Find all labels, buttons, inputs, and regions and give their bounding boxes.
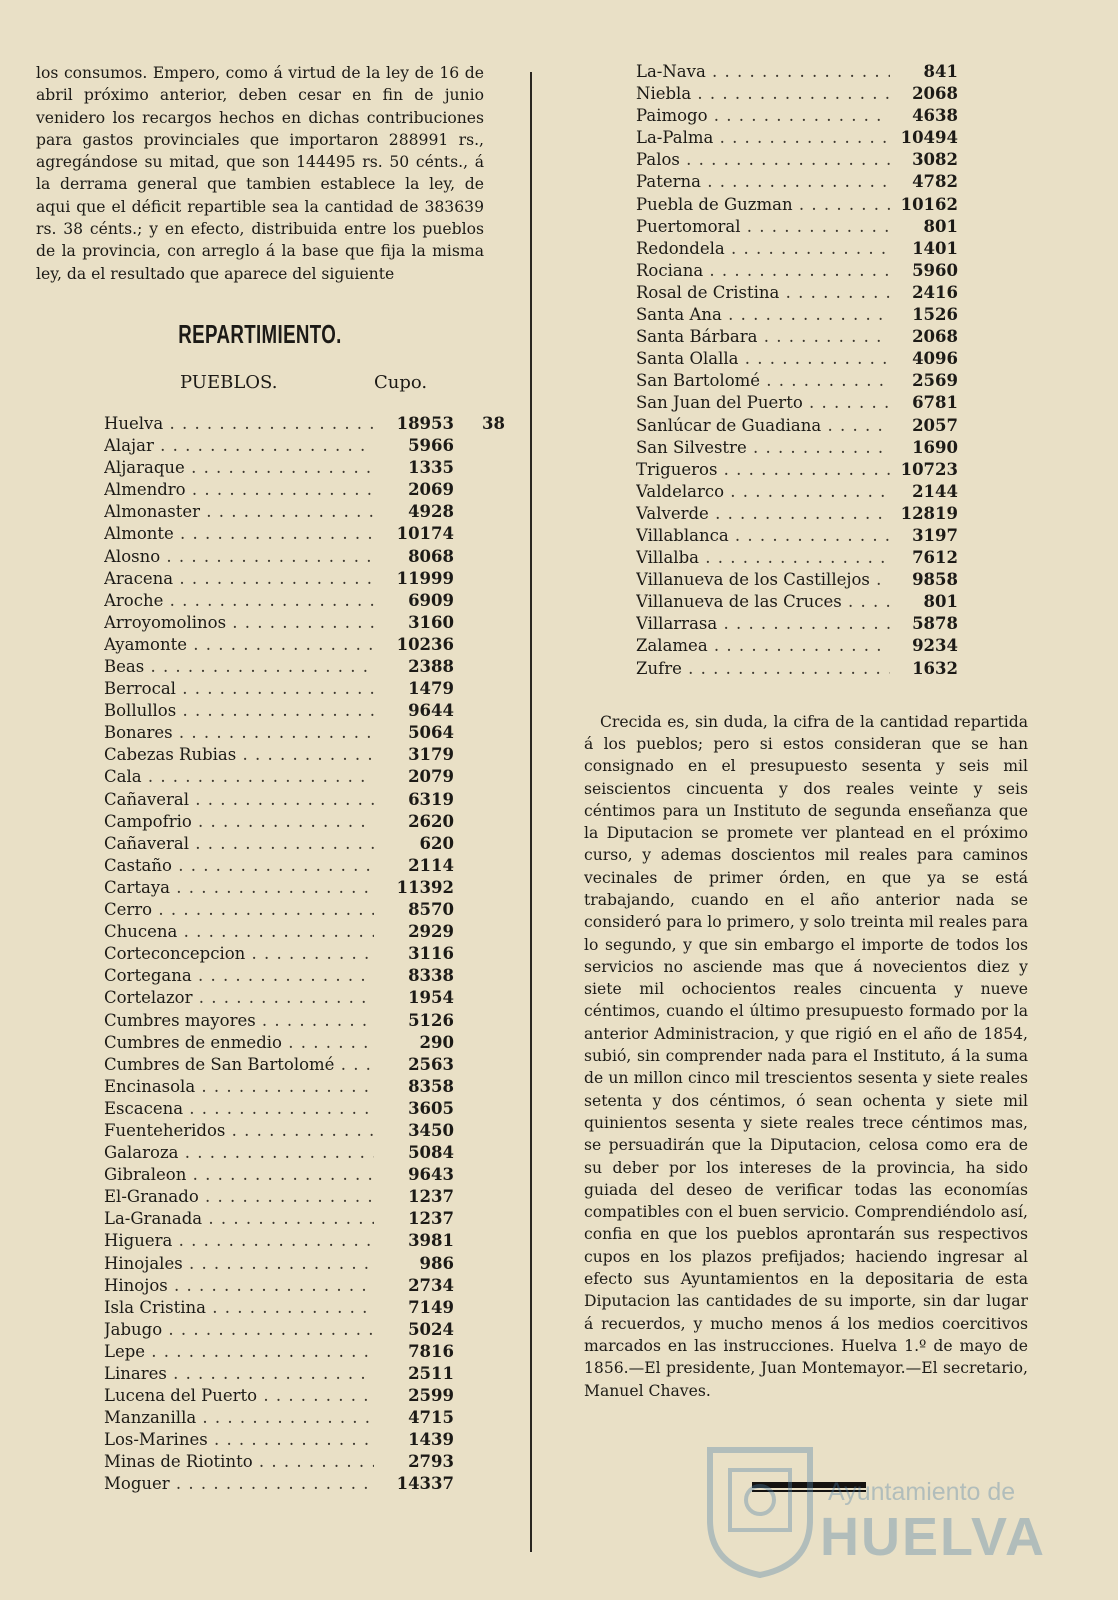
table-row (584, 195, 1028, 217)
town-name: Hinojos . . . (104, 1276, 374, 1295)
table-row (36, 745, 484, 767)
town-name: Zalamea . . . (636, 636, 890, 655)
cupo-value: 2929 (408, 922, 454, 942)
table-row (36, 701, 484, 723)
table-row (584, 371, 1028, 393)
cupo-value: 6909 (408, 590, 454, 610)
cupo-value: 10723 (900, 459, 958, 479)
cupo-value: 7612 (912, 548, 958, 568)
watermark-line1: Ayuntamiento de (828, 1478, 1016, 1506)
town-name: Berrocal . . . (104, 679, 374, 698)
table-row (584, 592, 1028, 614)
cupo-value: 3160 (408, 612, 454, 632)
town-name: Paimogo . . . (636, 106, 890, 125)
town-name: Redondela . . . (636, 239, 890, 258)
town-name: Almonte . . . (104, 524, 374, 543)
town-name: Corteconcepcion . . . (104, 944, 374, 963)
town-name: Trigueros . . . (636, 460, 890, 479)
cupo-value: 1690 (912, 437, 958, 457)
town-name: Cabezas Rubias . . . (104, 745, 374, 764)
cupo-value: 5126 (408, 1010, 454, 1030)
table-row (36, 547, 484, 569)
town-name: Puertomoral . . . (636, 217, 890, 236)
table-row (584, 526, 1028, 548)
cupo-value: 2068 (912, 327, 958, 347)
table-row (584, 62, 1028, 84)
town-name: Cala . . . (104, 767, 374, 786)
cupo-value: 5878 (912, 614, 958, 634)
cupo-value: 10174 (396, 524, 454, 544)
table-row (36, 635, 484, 657)
town-name: Manzanilla . . . (104, 1408, 374, 1427)
table-row (584, 438, 1028, 460)
cupo-value: 6319 (408, 789, 454, 809)
town-name: La-Palma . . . (636, 128, 890, 147)
table-row (36, 723, 484, 745)
table-row (584, 239, 1028, 261)
table-row (36, 458, 484, 480)
cupo-value: 18953 (396, 413, 454, 433)
town-name: Villanueva de las Cruces . . . (636, 592, 890, 611)
table-row (36, 502, 484, 524)
town-name: Rosal de Cristina . . . (636, 283, 890, 302)
town-name: Puebla de Guzman . . . (636, 195, 890, 214)
cupo-value: 8570 (408, 900, 454, 920)
cupo-value: 2569 (912, 371, 958, 391)
cupo-value: 9643 (408, 1165, 454, 1185)
town-name: San Juan del Puerto . . . (636, 393, 890, 412)
town-name: Cortelazor . . . (104, 988, 374, 1007)
table-row (584, 283, 1028, 305)
table-row (36, 767, 484, 789)
table-row (36, 1452, 484, 1474)
table-row (584, 261, 1028, 283)
town-name: Santa Bárbara . . . (636, 327, 890, 346)
cupo-value: 1632 (912, 658, 958, 678)
table-row (36, 413, 505, 436)
table-row (584, 393, 1028, 415)
cupo-value: 1335 (408, 458, 454, 478)
cupo-value: 801 (923, 216, 958, 236)
table-row (584, 614, 1028, 636)
towns-list-right (584, 62, 1028, 681)
watermark-line2: HUELVA (820, 1507, 1046, 1567)
cupo-value: 10162 (900, 194, 958, 214)
table-row (36, 878, 484, 900)
table-row (584, 172, 1028, 194)
intro-paragraph: los consumos. Empero, como á virtud de la ley de 16 de abril próximo anterior, deben cesar en fin de junio venidero los recargos hechos en dichas contribuciones para gastos provinciales que importaron 288991 rs., agregándose su mitad, que son 144495 rs. 50 cénts., á la derrama general que tambien establece la ley, de aqui que el déficit repartible sea la cantidad de 383639 rs. 38 cénts.; y en efecto, distribuida entre los pueblos de la provincia, con arreglo á la base que fija la misma ley, da el resultado que aparece del siguiente (36, 64, 484, 283)
town-name: Fuenteheridos . . . (104, 1121, 374, 1140)
town-name: Villanueva de los Castillejos . . . (636, 570, 890, 589)
cupo-value: 2734 (408, 1275, 454, 1295)
town-name: Santa Olalla . . . (636, 349, 890, 368)
cupo-value: 2563 (408, 1054, 454, 1074)
town-name: Jabugo . . . (104, 1320, 374, 1339)
town-name: Los-Marines . . . (104, 1430, 374, 1449)
town-name: Ayamonte . . . (104, 635, 374, 654)
table-row (584, 128, 1028, 150)
town-name: Valverde . . . (636, 504, 890, 523)
cupo-value: 8358 (408, 1076, 454, 1096)
cupo-value: 2388 (408, 657, 454, 676)
town-name: Linares . . . (104, 1364, 374, 1383)
town-name: Cortegana . . . (104, 966, 374, 985)
cupo-value: 4638 (912, 106, 958, 126)
table-row (584, 416, 1028, 438)
cupo-value: 4782 (912, 172, 958, 192)
table-row (36, 1386, 484, 1408)
cupo-value: 2079 (408, 767, 454, 787)
cupo-value: 10494 (900, 128, 958, 148)
cupo-value: 4096 (912, 349, 958, 369)
cupo-value: 3116 (408, 944, 454, 964)
cupo-value: 3197 (912, 525, 958, 545)
table-row (584, 349, 1028, 371)
table-row (36, 591, 484, 613)
town-name: Almendro . . . (104, 480, 374, 499)
town-name: Cartaya . . . (104, 878, 374, 897)
town-name: Isla Cristina . . . (104, 1298, 374, 1317)
table-row (36, 988, 484, 1010)
cupo-value: 2599 (408, 1386, 454, 1406)
town-name: Valdelarco . . . (636, 482, 890, 501)
cupo-value: 10236 (396, 634, 454, 654)
cupo-value: 8068 (408, 546, 454, 566)
cupo-value: 9858 (912, 570, 958, 590)
cupo-value: 2069 (408, 480, 454, 500)
table-row (36, 900, 484, 922)
table-row (584, 217, 1028, 239)
town-name: Aroche . . . (104, 591, 374, 610)
town-name: Campofrio . . . (104, 812, 374, 831)
cupo-value: 1526 (912, 305, 958, 325)
town-name: Higuera . . . (104, 1231, 374, 1250)
table-row (36, 834, 484, 856)
table-row (36, 480, 484, 502)
town-name: San Bartolomé . . . (636, 371, 890, 390)
town-name: Cerro . . . (104, 900, 374, 919)
cupo-value: 2416 (912, 282, 958, 302)
town-name: San Silvestre . . . (636, 438, 890, 457)
cupo-value: 11999 (396, 568, 454, 588)
cupo-value: 986 (419, 1253, 454, 1273)
table-row (36, 1364, 484, 1386)
table-row (36, 1165, 484, 1187)
table-row (36, 1099, 484, 1121)
town-name: Villarrasa . . . (636, 614, 890, 633)
cupo-value: 290 (419, 1032, 454, 1052)
cupo-value: 1954 (408, 988, 454, 1008)
table-row (36, 436, 484, 458)
cupo-value: 5064 (408, 723, 454, 743)
cupo-value: 14337 (396, 1474, 454, 1494)
town-name: Minas de Riotinto . . . (104, 1452, 374, 1471)
town-name: Escacena . . . (104, 1099, 374, 1118)
town-name: Cañaveral . . . (104, 834, 374, 853)
table-row (36, 1320, 484, 1342)
left-column (36, 62, 505, 1497)
table-row (36, 1254, 484, 1276)
town-name: Zufre . . . (636, 659, 890, 678)
table-row (36, 856, 484, 878)
town-name: Castaño . . . (104, 856, 374, 875)
table-row (36, 790, 484, 812)
cupo-value: 3605 (408, 1098, 454, 1118)
town-name: Cumbres mayores . . . (104, 1011, 374, 1030)
town-name: Alajar . . . (104, 436, 374, 455)
table-row (36, 613, 484, 635)
table-row (36, 1143, 484, 1165)
table-row (36, 1209, 484, 1231)
town-name: Bonares . . . (104, 723, 374, 742)
cupo-value: 5024 (408, 1319, 454, 1339)
table-row (36, 1298, 484, 1320)
town-name: Santa Ana . . . (636, 305, 890, 324)
watermark (700, 1440, 1060, 1580)
town-name: Sanlúcar de Guadiana . . . (636, 416, 890, 435)
town-name: Palos . . . (636, 150, 890, 169)
city-crest-icon (700, 1440, 820, 1580)
cupo-value: 841 (923, 62, 958, 81)
town-name: Arroyomolinos . . . (104, 613, 374, 632)
right-column (584, 62, 1028, 1402)
cupo-value: 1401 (912, 238, 958, 258)
column-divider (530, 72, 532, 1552)
cupo-value: 5966 (408, 436, 454, 456)
cupo-value: 2620 (408, 811, 454, 831)
table-row (36, 944, 484, 966)
town-name: Paterna . . . (636, 172, 890, 191)
cupo-value: 1237 (408, 1187, 454, 1207)
town-name: Bollullos . . . (104, 701, 374, 720)
town-name: Encinasola . . . (104, 1077, 374, 1096)
town-name: Niebla . . . (636, 84, 890, 103)
table-row (36, 1430, 484, 1452)
table-row (36, 679, 484, 701)
town-name: Cumbres de San Bartolomé . . . (104, 1055, 374, 1074)
cupo-value: 7149 (408, 1297, 454, 1317)
cupo-value: 3082 (912, 150, 958, 170)
town-name: La-Nava . . . (636, 62, 890, 81)
table-row (36, 1474, 484, 1496)
table-row (36, 1231, 484, 1253)
town-name: Galaroza . . . (104, 1143, 374, 1162)
table-row (36, 569, 484, 591)
town-name: La-Granada . . . (104, 1209, 374, 1228)
town-name: Alosno . . . (104, 547, 374, 566)
town-name: Moguer . . . (104, 1474, 374, 1493)
table-row (36, 1033, 484, 1055)
town-name: El-Granado . . . (104, 1187, 374, 1206)
town-name: Hinojales . . . (104, 1254, 374, 1273)
header-pueblos: PUEBLOS. (180, 371, 278, 393)
cupo-value: 8338 (408, 966, 454, 986)
town-name: Huelva . . . (104, 414, 374, 433)
cupo-value: 7816 (408, 1341, 454, 1361)
header-cupo: Cupo. (374, 371, 428, 393)
cupo-value: 2114 (408, 855, 454, 875)
table-row (36, 966, 484, 988)
cupo-value: 12819 (900, 503, 958, 523)
table-row (584, 504, 1028, 526)
town-name: Lucena del Puerto . . . (104, 1386, 374, 1405)
cupo-value: 3179 (408, 745, 454, 765)
table-row (36, 1276, 484, 1298)
table-row (36, 1408, 484, 1430)
table-row (584, 327, 1028, 349)
cupo-value: 4928 (408, 502, 454, 522)
cupo-value: 5084 (408, 1143, 454, 1163)
cupo-value: 9234 (912, 636, 958, 656)
table-row (36, 1077, 484, 1099)
cupo-value: 2144 (912, 481, 958, 501)
cupo-value: 2511 (408, 1364, 454, 1383)
cupo-value: 11392 (396, 877, 454, 897)
table-row (36, 524, 484, 546)
cupo-value: 3981 (408, 1231, 454, 1251)
town-name: Villalba . . . (636, 548, 890, 567)
cupo-value: 2793 (408, 1452, 454, 1472)
town-name: Beas . . . (104, 657, 374, 676)
table-row (584, 636, 1028, 658)
cupo-value: 801 (923, 592, 958, 612)
table-row (584, 150, 1028, 172)
table-row (36, 922, 484, 944)
cupo-value: 1479 (408, 679, 454, 699)
town-name: Chucena . . . (104, 922, 374, 941)
cupo-value: 9644 (408, 701, 454, 721)
table-row (584, 482, 1028, 504)
town-name: Almonaster . . . (104, 502, 374, 521)
table-row (36, 1187, 484, 1209)
town-name: Aljaraque . . . (104, 458, 374, 477)
table-row (36, 1055, 484, 1077)
town-name: Aracena . . . (104, 569, 374, 588)
town-name: Rociana . . . (636, 261, 890, 280)
table-row (36, 1342, 484, 1364)
towns-list-left (36, 413, 505, 1497)
table-row (584, 548, 1028, 570)
table-row (36, 812, 484, 834)
cupo-value: 3450 (408, 1120, 454, 1140)
table-row (584, 106, 1028, 128)
closing-paragraph: Crecida es, sin duda, la cifra de la cantidad repartida á los pueblos; pero si estos consideran que se han consignado en el presupuesto sesenta y seis mil seiscientos cincuenta y dos reales veinte y seis céntimos para un Instituto de segunda enseñanza que la Diputacion se promete ver plantead en el próximo curso, y ademas doscientos mil reales para caminos vecinales de primer órden, en que ya se está trabajando, cuando en el año anterior nada se consideró para lo primero, y solo treinta mil reales para lo segundo, y que sin embargo el importe de todos los servicios no asciende mas que á novecientos diez y siete mil ochocientos reales cincuenta y nueve céntimos, cuando el último presupuesto formado por la anterior Administracion, y que rigió en el año de 1854, subió, sin comprender nada para el Instituto, á la suma de un millon cinco mil trescientos sesenta y siete reales setenta y dos céntimos, ó sean ochenta y siete mil quinientos sesenta y siete reales trece céntimos mas, se persuadirán que la Diputacion, celosa como era de su deber por los intereses de la provincia, ha sido guiada del deseo de verificar todas las economías compatibles con el buen servicio. Comprendiéndolo así, confia en que los pueblos aprontarán sus respectivos cupos en los plazos prefijados; haciendo ingresar al efecto sus Ayuntamientos en la depositaria de esta Diputacion las cantidades de su importe, sin dar lugar á recuerdos, y mucho menos á los medios coercitivos marcados en las instrucciones. Huelva 1.º de mayo de 1856.—El presidente, Juan Montemayor.—El secretario, Manuel Chaves. (584, 712, 1028, 1400)
cupo-value: 2068 (912, 84, 958, 104)
section-heading: REPARTIMIENTO. (178, 318, 342, 349)
table-header (36, 372, 484, 402)
town-name: Cumbres de enmedio . . . (104, 1033, 374, 1052)
table-row (36, 1121, 484, 1143)
table-row (36, 1011, 484, 1033)
table-row (584, 305, 1028, 327)
cupo-value: 1439 (408, 1430, 454, 1450)
cupo-value: 620 (419, 833, 454, 853)
table-row (584, 460, 1028, 482)
table-row (584, 570, 1028, 592)
town-name: Gibraleon . . . (104, 1165, 374, 1184)
table-row (584, 659, 1028, 681)
town-name: Cañaveral . . . (104, 790, 374, 809)
cupo-value: 2057 (912, 415, 958, 435)
cupo-cents: 38 (482, 413, 505, 433)
cupo-value: 6781 (912, 393, 958, 413)
table-row (584, 84, 1028, 106)
town-name: Lepe . . . (104, 1342, 374, 1361)
cupo-value: 1237 (408, 1209, 454, 1229)
cupo-value: 5960 (912, 260, 958, 280)
table-row (36, 657, 484, 679)
town-name: Villablanca . . . (636, 526, 890, 545)
cupo-value: 4715 (408, 1408, 454, 1428)
